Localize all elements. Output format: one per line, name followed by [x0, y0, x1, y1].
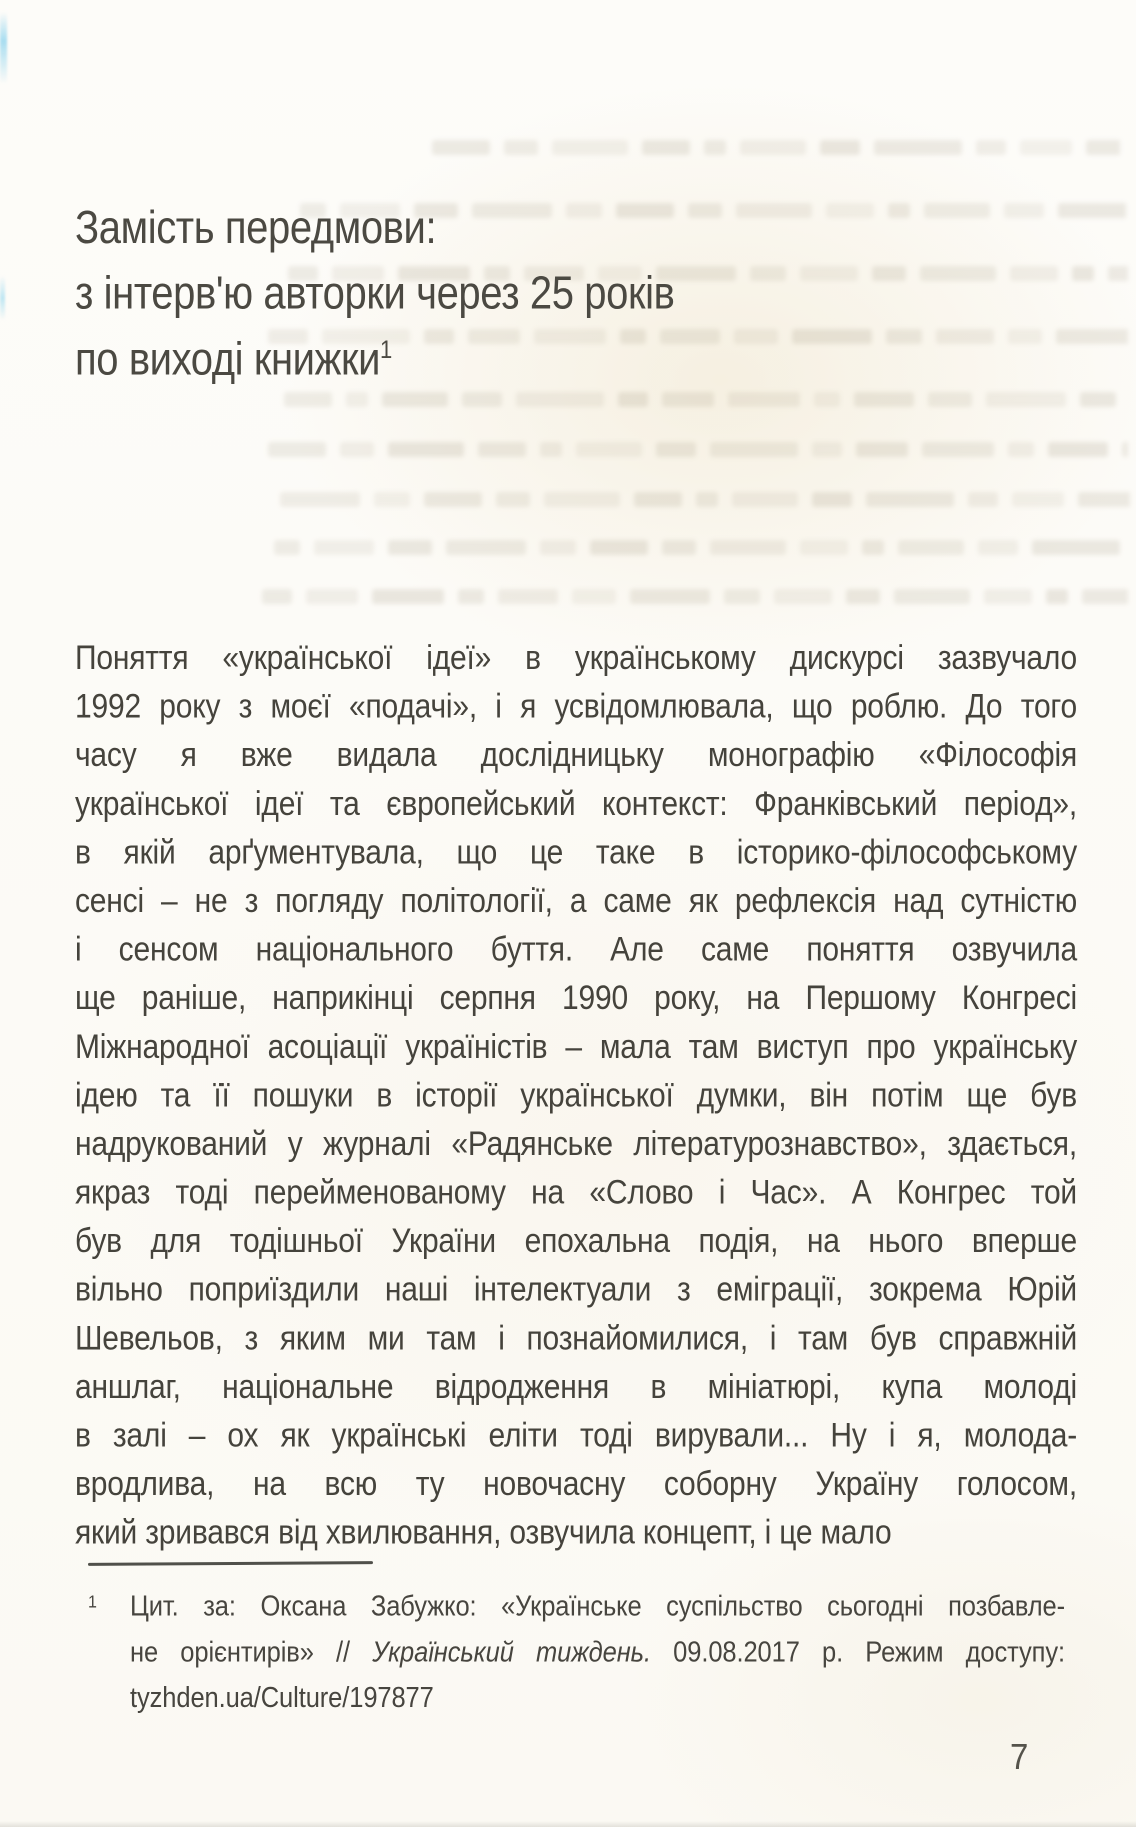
- body-line: в якій арґументувала, що це таке в історико-філософському: [75, 834, 1077, 872]
- body-line: 1992 року з моєї «подачі», і я усвідомлювала, що роблю. До того: [75, 688, 1077, 726]
- body-line: ідею та її пошуки в історії української думки, він потім ще був: [75, 1076, 1077, 1115]
- footnote-text: [75, 1584, 1065, 1722]
- body-line: часу я вже видала дослідницьку монографію «Філософія: [75, 736, 1077, 775]
- body-line: якраз тоді перейменованому на «Слово і Час». А Конгрес той: [75, 1174, 1077, 1212]
- body-line: Поняття «української ідеї» в українському дискурсі зазвучало: [75, 639, 1077, 677]
- heading-line: з інтерв'ю авторки через 25 років: [75, 268, 675, 320]
- body-line: в залі – ох як українські еліти тоді вирували... Ну і я, молода-: [75, 1417, 1077, 1455]
- body-paragraph: [75, 634, 1077, 1557]
- body-line: вільно поприїздили наші інтелектуали з еміграції, зокрема Юрій: [75, 1271, 1077, 1309]
- footnote-marker: 1: [88, 1592, 97, 1612]
- heading-line: Замість передмови:: [75, 202, 437, 254]
- body-line: який зривався від хвилювання, озвучила концепт, і це мало: [75, 1514, 892, 1552]
- footnote-reference: 1: [380, 334, 392, 364]
- footnote-url: tyzhden.ua/Culture/197877: [130, 1682, 434, 1714]
- footnote-line-part: не орієнтирів» //: [130, 1636, 373, 1668]
- body-line: сенсі – не з погляду політології, а саме як рефлексія над сутністю: [75, 882, 1077, 920]
- body-line: аншлаг, національне відродження в мініатюрі, купа молоді: [75, 1368, 1077, 1406]
- body-line: ще раніше, наприкінці серпня 1990 року, на Першому Конгресі: [75, 979, 1077, 1018]
- body-line: був для тодішньої України епохальна подія, на нього вперше: [75, 1222, 1077, 1261]
- body-line: надрукований у журналі «Радянське літературознавство», здається,: [75, 1125, 1077, 1163]
- body-line: вродлива, на всю ту новочасну соборну Україну голосом,: [75, 1465, 1077, 1503]
- body-line: Шевельов, з яким ми там і познайомилися, і там був справжній: [75, 1319, 1077, 1358]
- heading-line-text: по виході книжки: [75, 334, 381, 385]
- heading-line: [75, 327, 975, 393]
- body-line: Міжнародної асоціації україністів – мала там виступ про українську: [75, 1028, 1077, 1066]
- body-line: і сенсом національного буття. Але саме поняття озвучила: [75, 931, 1077, 969]
- chapter-heading: [75, 196, 975, 393]
- footnote-divider: [88, 1561, 373, 1566]
- footnote: [75, 1584, 1065, 1722]
- footnote-line-part: 09.08.2017 р. Режим доступу:: [650, 1636, 1065, 1668]
- footnote-line: Цит. за: Оксана Забужко: «Українське суспільство сьогодні позбавле-: [130, 1590, 1065, 1623]
- page-number: 7: [1010, 1736, 1029, 1777]
- footnote-line: [130, 1630, 1065, 1676]
- body-line: української ідеї та європейський контекст: Франківський період»,: [75, 785, 1077, 823]
- footnote-journal-title: Український тиждень.: [372, 1636, 651, 1668]
